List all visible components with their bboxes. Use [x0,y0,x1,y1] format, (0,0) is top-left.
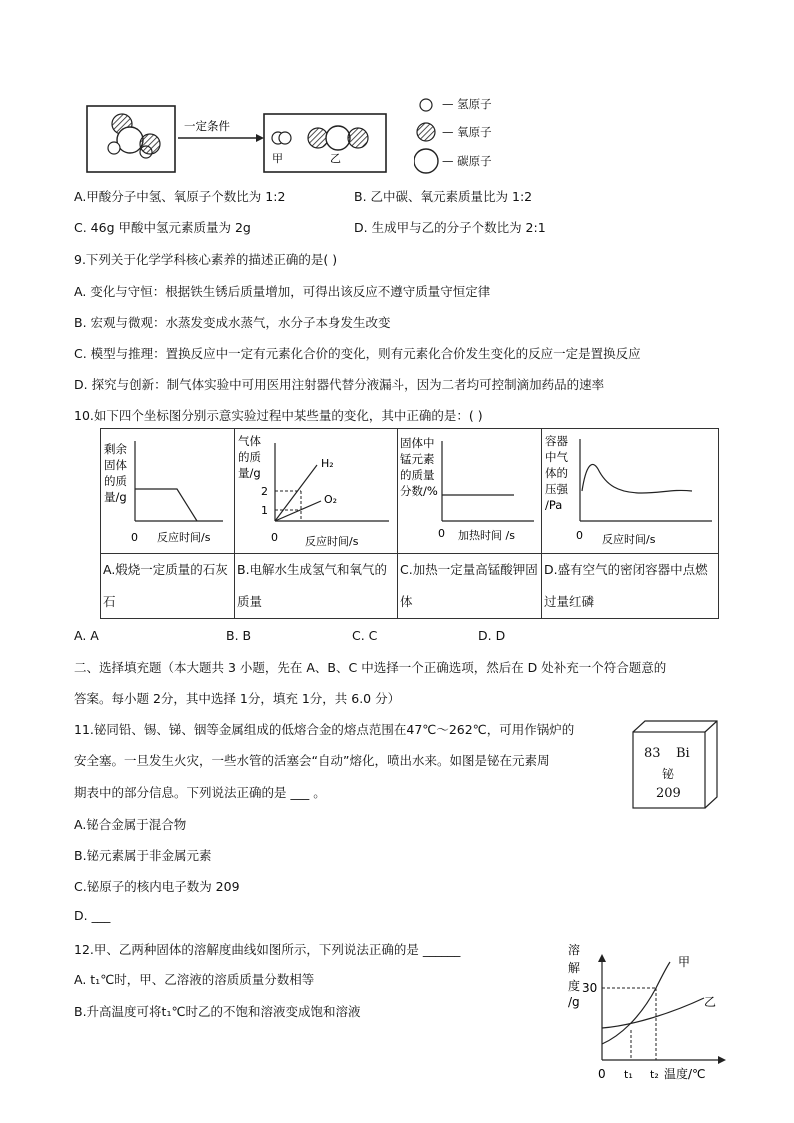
element-name: 铋 [662,767,675,781]
reaction-diagram [86,100,416,174]
q11-option-a: A.铋合金属于混合物 [74,817,187,832]
legend-carbon [414,149,438,173]
graph-b-xlabel: 反应时间/s [305,535,359,548]
svg-text:/Pa: /Pa [545,498,563,512]
legend-oxygen [417,123,435,141]
graph-d-xlabel: 反应时间/s [602,533,656,546]
graph-a-ylabel: 剩余 [104,442,127,456]
element-atomic-mass: 209 [656,786,681,801]
svg-text:中气: 中气 [545,450,568,464]
svg-text:分数/%: 分数/% [400,484,438,498]
graph-a-caption: A.煅烧一定质量的石灰石 [103,562,228,609]
q9-option-d: D. 探究与创新：制气体实验中可用医用注射器代替分液漏斗，因为二者均可控制滴加药品的速率 [74,377,605,392]
svg-text:压强: 压强 [545,482,568,496]
q11-option-d: D. ___ [74,908,111,923]
graph-c-ylabel: 固体中 [400,436,435,450]
q9-stem: 9.下列关于化学学科核心素养的描述正确的是( ) [74,252,338,267]
element-symbol: Bi [676,746,690,761]
graph-b-caption: B.电解水生成氢气和氧气的质量 [237,562,388,609]
reaction-diagram-svg [86,100,416,174]
solubility-tick-30: 30 [582,981,598,995]
q11-option-b: B.铋元素属于非金属元素 [74,848,212,863]
legend-hydrogen [420,99,432,111]
graph-b-tick-2: 2 [261,485,268,498]
q10-option-a: A. A [74,628,99,643]
graph-b-h2-line [275,465,317,521]
graph-c [398,429,541,553]
hydrogen-atom [108,142,120,154]
q10-stem: 10.如下四个坐标图分别示意实验过程中某些量的变化，其中正确的是：( ) [74,408,483,423]
q12-option-b: B.升高温度可将t₁℃时乙的不饱和溶液变成饱和溶液 [74,1004,361,1019]
section2-heading-line1: 二、选择填充题（本大题共 3 小题，先在 A、B、C 中选择一个正确选项，然后在 D 处补充一个符合题意的 [74,660,667,675]
q8-option-b: B. 乙中碳、氧元素质量比为 1:2 [354,189,533,204]
element-card-bi [632,720,722,810]
graph-c-caption: C.加热一定量高锰酸钾固体 [400,562,538,609]
q10-option-b: B. B [226,628,252,643]
svg-text:的质量: 的质量 [400,468,435,482]
product-label-yi: 乙 [330,152,341,165]
svg-text:锰元素: 锰元素 [400,452,435,466]
svg-text:量/g: 量/g [104,490,127,504]
curve-yi-label: 乙 [704,995,717,1009]
graph-b-h2-label: H₂ [321,457,334,470]
graph-b-o2-label: O₂ [324,493,338,506]
q9-option-a: A. 变化与守恒：根据铁生锈后质量增加，可得出该反应不遵守质量守恒定律 [74,284,491,299]
q11-option-c: C.铋原子的核内电子数为 209 [74,879,240,894]
q12-stem: 12.甲、乙两种固体的溶解度曲线如图所示，下列说法正确的是 ______ [74,942,461,957]
q8-option-d: D. 生成甲与乙的分子个数比为 2:1 [354,220,546,235]
q10-option-c: C. C [352,628,378,643]
svg-text:/g: /g [568,995,580,1009]
legend-carbon-label: — 碳原子 [442,154,492,168]
svg-text:量/g: 量/g [238,466,261,480]
q10-option-d: D. D [478,628,506,643]
section2-heading-line2: 答案。每小题 2分，其中选择 1分，填充 1分，共 6.0 分） [74,691,401,706]
graph-d-curve [582,464,692,493]
atom-legend [414,94,534,178]
svg-text:的质: 的质 [104,474,127,488]
svg-text:体的: 体的 [545,466,568,480]
svg-text:的质: 的质 [238,450,261,464]
q11-stem-line2: 安全塞。一旦发生火灾，一些水管的活塞会“自动”熔化，喷出水来。如图是铋在元素周 [74,753,550,768]
legend-hydrogen-label: — 氢原子 [442,97,492,111]
arrow-label: 一定条件 [184,119,230,133]
oxygen-atom [140,134,160,154]
svg-text:0: 0 [576,529,583,542]
q8-option-c: C. 46g 甲酸中氢元素质量为 2g [74,220,251,235]
t1-label: t₁ [624,1068,633,1081]
graph-d [542,429,718,553]
solubility-ylabel: 溶 [568,943,581,957]
q11-stem-line1: 11.铋同铅、锡、锑、铟等金属组成的低熔合金的熔点范围在47℃～262℃，可用作锅炉的 [74,722,575,737]
svg-text:0: 0 [438,527,445,540]
svg-text:固体: 固体 [104,458,127,472]
graph-a-curve [135,489,197,521]
graph-d-caption: D.盛有空气的密闭容器中点燃过量红磷 [544,562,708,609]
svg-text:0: 0 [131,531,138,544]
q8-option-a: A.甲酸分子中氢、氧原子个数比为 1:2 [74,189,286,204]
svg-text:0: 0 [598,1067,606,1081]
curve-jia-label: 甲 [678,955,691,969]
t2-label: t₂ [650,1068,659,1081]
solubility-graph [560,940,730,1090]
graph-b [235,429,397,553]
legend-oxygen-label: — 氧原子 [442,125,492,139]
graph-d-ylabel: 容器 [545,434,568,448]
solubility-xlabel: 温度/℃ [664,1067,706,1081]
element-atomic-number: 83 [644,746,661,761]
graph-c-xlabel: 加热时间 /s [458,529,515,542]
carbon-atom [117,127,143,153]
product-label-jia: 甲 [272,152,283,165]
curve-yi [602,998,704,1028]
graph-a-xlabel: 反应时间/s [157,531,211,544]
q12-option-a: A. t₁℃时，甲、乙溶液的溶质质量分数相等 [74,972,315,987]
q10-graph-table [100,428,719,619]
q9-option-b: B. 宏观与微观：水蒸发变成水蒸气，水分子本身发生改变 [74,315,391,330]
graph-a [101,429,234,553]
svg-text:度: 度 [568,979,581,993]
svg-text:0: 0 [271,531,278,544]
graph-b-tick-1: 1 [261,504,268,517]
curve-jia [602,962,670,1044]
svg-text:解: 解 [568,961,581,975]
q11-stem-line3: 期表中的部分信息。下列说法正确的是 ___ 。 [74,785,326,800]
graph-b-ylabel: 气体 [238,434,261,448]
q9-option-c: C. 模型与推理：置换反应中一定有元素化合价的变化，则有元素化合价发生变化的反应一定是置换反应 [74,346,641,361]
